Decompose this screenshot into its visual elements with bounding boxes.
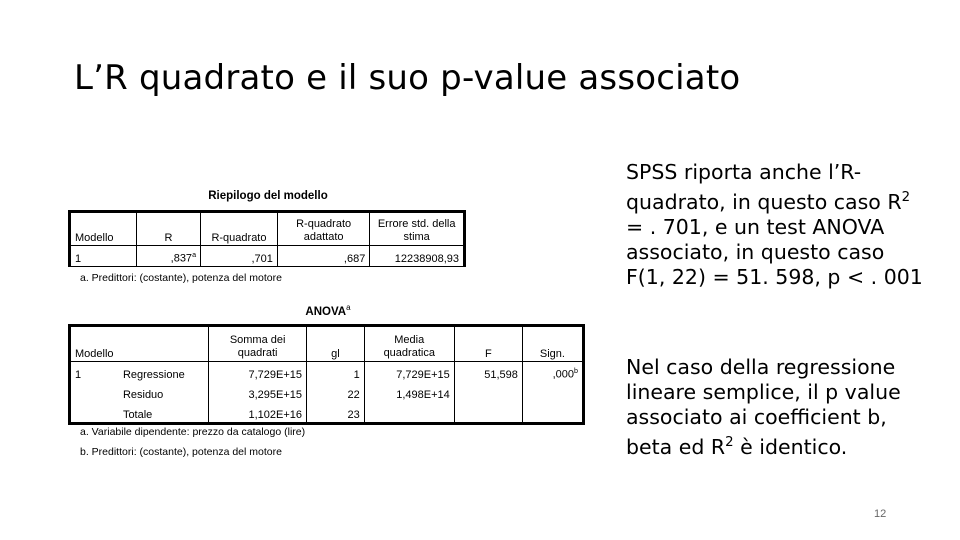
- model-summary-caption: Riepilogo del modello: [208, 190, 328, 202]
- table-header-row: [70, 212, 465, 246]
- table-cell: Residuo: [119, 382, 209, 402]
- table-footnote: b. Predittori: (costante), potenza del motore: [80, 446, 282, 458]
- header-cell: Modello: [70, 326, 119, 362]
- table-cell: 1: [75, 369, 82, 381]
- page-number: 12: [874, 508, 887, 520]
- header-cell: Somma dei quadrati: [209, 326, 307, 362]
- header-cell: R-quadrato: [201, 212, 278, 246]
- slide-title: L’R quadrato e il suo p-value associato: [74, 58, 741, 98]
- table-cell: 12238908,93: [394, 253, 459, 265]
- header-cell: Sign.: [522, 326, 583, 362]
- explanation-paragraph-1: SPSS riporta anche l’R-quadrato, in questo caso $R^2$ = . 701, e un test ANOVA associato, in questo caso F(1, 22) = 51. 598, p < . 001: [626, 160, 923, 289]
- table-cell: [522, 382, 583, 402]
- table-cell: ,687: [277, 246, 369, 267]
- anova-caption: ANOVA$^a$: [305, 303, 351, 318]
- table-header-row: [70, 326, 584, 362]
- table-cell: 23: [307, 402, 365, 424]
- header-cell: gl: [307, 326, 365, 362]
- table-cell: 22: [307, 382, 365, 402]
- table-cell: [454, 402, 522, 424]
- table-cell: 7,729E+15: [209, 362, 307, 383]
- table-footnote: a. Predittori: (costante), potenza del motore: [80, 272, 282, 284]
- model-summary-table: [68, 210, 466, 267]
- header-cell: Errore std. della stima: [370, 212, 465, 246]
- table-cell: 7,729E+15: [364, 362, 454, 383]
- table-cell: 1,102E+16: [209, 402, 307, 424]
- header-cell: F: [454, 326, 522, 362]
- table-row: [70, 382, 584, 402]
- table-cell: [454, 382, 522, 402]
- table-cell: ,701: [201, 246, 278, 267]
- table-row: [70, 402, 584, 424]
- table-cell: 3,295E+15: [209, 382, 307, 402]
- table-cell: Regressione: [119, 362, 209, 383]
- header-cell: R: [136, 212, 200, 246]
- table-cell: 1: [307, 362, 365, 383]
- table-cell: 1: [70, 246, 137, 267]
- header-cell: Media quadratica: [364, 326, 454, 362]
- table-row: [70, 246, 465, 267]
- table-cell: [522, 402, 583, 424]
- table-cell: [70, 382, 119, 402]
- header-cell: Modello: [70, 212, 137, 246]
- table-cell: ,837$^a$: [136, 246, 200, 267]
- model-summary-table-block: [68, 190, 468, 290]
- header-cell: [119, 326, 209, 362]
- table-cell: Totale: [119, 402, 209, 424]
- table-cell: 51,598: [454, 362, 522, 383]
- explanation-paragraph-2: Nel caso della regressione lineare semplice, il p value associato ai coefficient b, beta ed $R^2$ è identico.: [626, 355, 901, 459]
- table-row: [70, 362, 584, 383]
- header-cell: R-quadrato adattato: [277, 212, 369, 246]
- anova-table: [68, 324, 585, 425]
- table-cell: [364, 402, 454, 424]
- table-cell: ,000$^b$: [552, 367, 578, 381]
- table-cell: 1,498E+14: [364, 382, 454, 402]
- table-cell: [70, 402, 119, 424]
- table-footnote: a. Variabile dipendente: prezzo da catalogo (lire): [80, 426, 306, 438]
- anova-table-block: [68, 300, 588, 470]
